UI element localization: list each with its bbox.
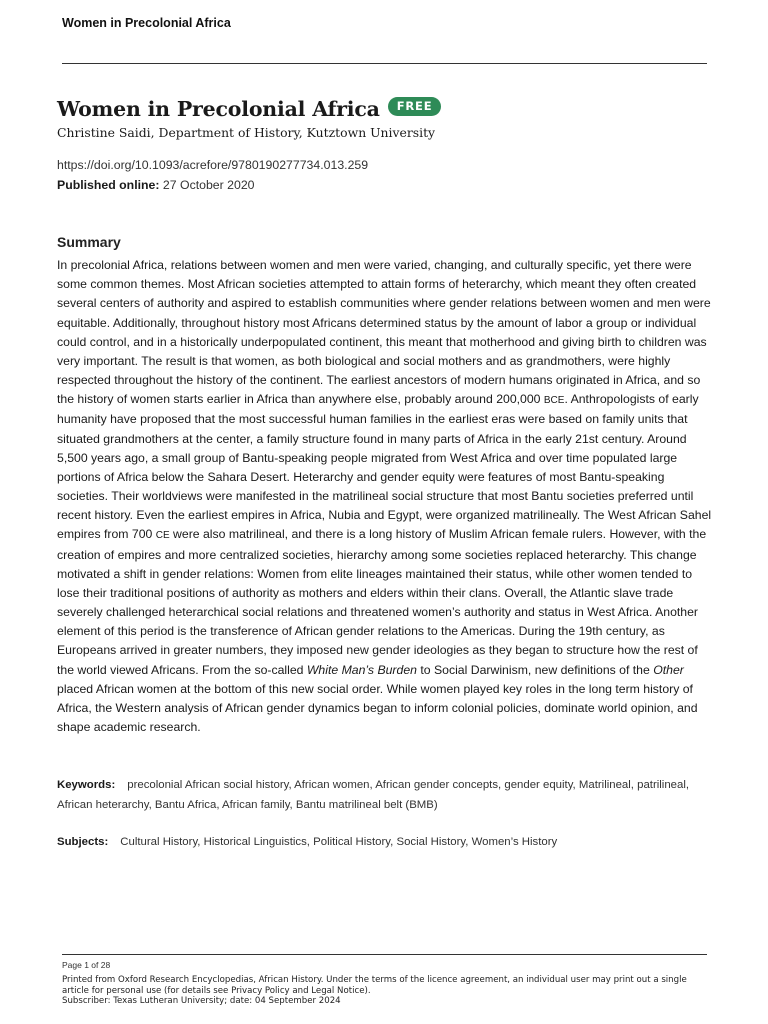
summary-heading: Summary bbox=[57, 234, 121, 250]
summary-segment: were also matrilineal, and there is a long history of Muslim African female rulers. However, with the creation of empires and more centralized societies, hierarchy among some societies replaced heterarchy. This change motivated a shift in gender relations: Women from elite lineages maintained their status, while other women tended to lose their traditional positions of authority as mothers and elders within their clans. Overall, the Atlantic slave trade severely challenged heterarchical social relations and threatened women’s authority and status in West Africa. Another element of this period is the transference of African gender relations to the Americas. During the 19th century, as Europeans arrived in greater numbers, they imposed new gender ideologies as they began to structure how the rest of the world viewed Africans. From the so-called bbox=[57, 527, 707, 677]
summary-italic: White Man’s Burden bbox=[306, 662, 417, 677]
summary-segment: placed African women at the bottom of this new social order. While women played key roles in the long term history of Africa, the Western analysis of African gender dynamics began to inform colonial policies, dominate world opinion, and shape academic research. bbox=[57, 681, 698, 735]
page-number: Page 1 of 28 bbox=[62, 960, 111, 970]
summary-segment: . Anthropologists of early humanity have proposed that the most successful human families in the earliest eras were based on family units that situated grandmothers at the center, a family structure found in many parts of Africa in the early 21st century. Around 5,500 years ago, a small group of Bantu-speaking people migrated from West Africa and over time populated large portions of Africa below the Sahara Desert. Heterarchy and gender equity were features of most Bantu-speaking societies. Their worldviews were manifested in the matrilineal social structure that most Bantu societies preferred until recent history. Even the earliest empires in Africa, Nubia and Egypt, were organized matrilineally. The West African Sahel empires from 700 bbox=[57, 392, 712, 542]
published-line bbox=[57, 178, 255, 192]
keywords-row bbox=[57, 775, 707, 815]
keywords-list: precolonial African social history, African women, African gender concepts, gender equity, Matrilineal, patrilineal, African heterarchy, Bantu Africa, African family, Bantu matrilineal belt (BMB) bbox=[57, 779, 690, 811]
published-label: Published online: bbox=[57, 178, 160, 192]
published-date: 27 October 2020 bbox=[162, 178, 255, 192]
running-head: Women in Precolonial Africa bbox=[62, 16, 231, 30]
footer-notice bbox=[62, 975, 708, 1007]
footer-divider bbox=[62, 954, 707, 955]
era-abbrev-bce: BCE bbox=[543, 395, 565, 407]
summary-italic: Other bbox=[653, 662, 684, 677]
summary-segment: to Social Darwinism, new definitions of the bbox=[416, 662, 654, 677]
author-line: Christine Saidi, Department of History, Kutztown University bbox=[57, 125, 436, 140]
article-title: Women in Precolonial Africa bbox=[57, 97, 380, 121]
summary-segment: In precolonial Africa, relations between women and men were varied, changing, and culturally specific, yet there were some common themes. Most African societies attempted to attain forms of heterarchy, which meant they often created several centers of authority and aspired to establish communities where gender relations between women and men were equitable. Additionally, throughout history most Africans determined status by the amount of labor a group or individual could control, and in a historically underpopulated continent, this meant that motherhood and giving birth to children was very important. The result is that women, as both biological and social mothers and as grandmothers, were highly respected throughout the history of the continent. The earliest ancestors of modern humans originated in Africa, and so the history of women starts earlier in Africa than anywhere else, probably around 200,000 bbox=[57, 258, 711, 407]
summary-text bbox=[57, 256, 715, 737]
era-abbrev-ce: CE bbox=[155, 530, 170, 542]
doi-link[interactable]: https://doi.org/10.1093/acrefore/9780190277734.013.259 bbox=[57, 158, 369, 172]
keywords-label: Keywords: bbox=[57, 779, 116, 791]
licence-notice: Printed from Oxford Research Encyclopedias, African History. Under the terms of the licence agreement, an individual user may print out a single article for personal use (for details see Privacy Policy and Legal Notice). bbox=[62, 975, 687, 996]
subjects-row bbox=[57, 832, 707, 852]
subjects-label: Subjects: bbox=[57, 836, 109, 848]
title-row bbox=[57, 97, 441, 121]
subjects-list: Cultural History, Historical Linguistics, Political History, Social History, Women’s History bbox=[120, 836, 558, 848]
subscriber-line: Subscriber: Texas Lutheran University; date: 04 September 2024 bbox=[62, 996, 341, 1007]
free-badge: FREE bbox=[388, 97, 442, 116]
header-divider bbox=[62, 63, 707, 64]
